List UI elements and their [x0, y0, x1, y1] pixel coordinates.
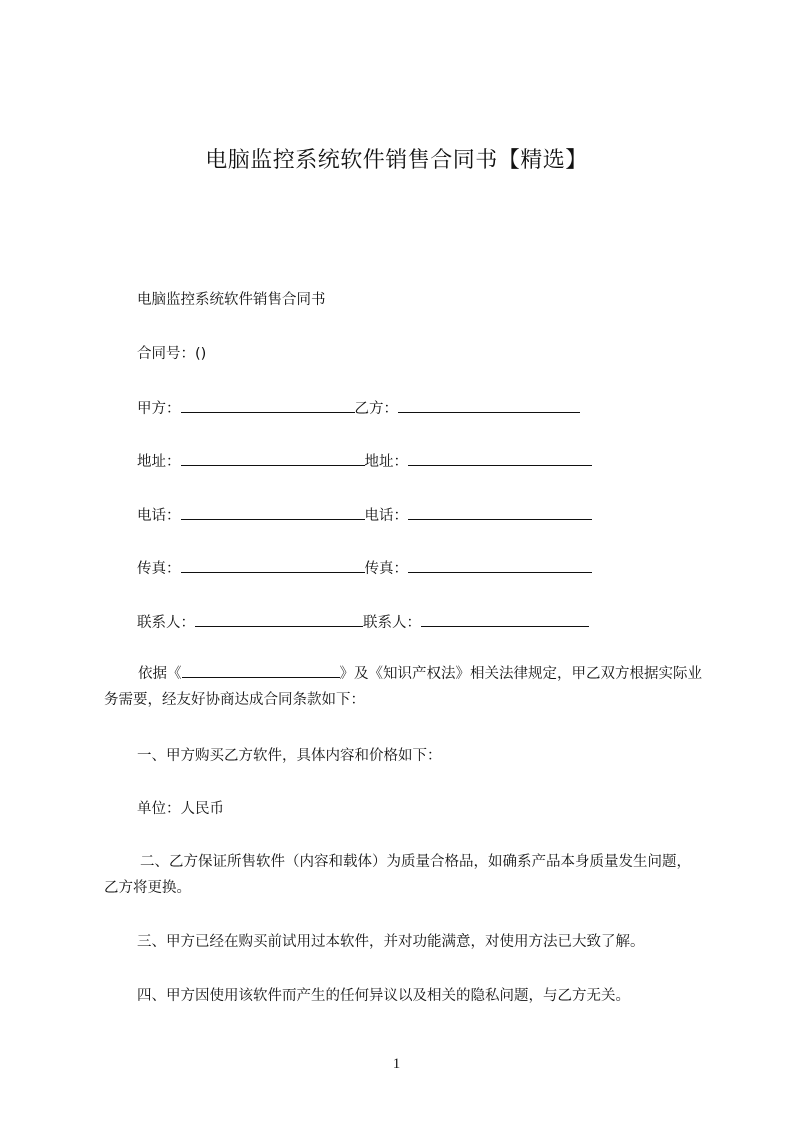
address-b-label: 地址：: [364, 454, 408, 470]
basis-suffix: 》及《知识产权法》相关法律规定，甲乙双方根据实际业务需要，经友好协商达成合同条款如下：: [104, 666, 702, 708]
phone-a-blank[interactable]: [181, 505, 365, 520]
contact-a-blank[interactable]: [195, 612, 363, 627]
clause-2: 二、乙方保证所售软件（内容和载体）为质量合格品，如确系产品本身质量发生问题，乙方将更换。: [104, 854, 691, 896]
party-row-fax: [137, 558, 592, 579]
address-a-blank[interactable]: [181, 451, 365, 466]
document-title: 电脑监控系统软件销售合同书【精选】: [205, 148, 588, 173]
page-number: 1: [392, 1056, 401, 1072]
fax-a-label: 传真：: [137, 561, 181, 577]
party-a-label: 甲方：: [137, 401, 181, 417]
fax-a-blank[interactable]: [181, 558, 365, 573]
contact-a-label: 联系人：: [137, 615, 195, 631]
address-b-blank[interactable]: [408, 451, 592, 466]
contact-b-label: 联系人：: [363, 615, 421, 631]
basis-prefix: 依据《: [138, 666, 182, 682]
contract-subtitle: 电脑监控系统软件销售合同书: [137, 292, 326, 308]
party-row-contact: [137, 612, 589, 633]
fax-b-blank[interactable]: [408, 558, 592, 573]
clause-1: 一、甲方购买乙方软件，具体内容和价格如下：: [137, 748, 442, 764]
party-b-blank[interactable]: [398, 398, 580, 413]
fax-b-label: 传真：: [364, 561, 408, 577]
basis-law-blank[interactable]: [182, 663, 340, 678]
currency-note: 单位：人民币: [137, 801, 224, 817]
phone-a-label: 电话：: [137, 508, 181, 524]
phone-b-label: 电话：: [364, 508, 408, 524]
basis-paragraph: [104, 661, 704, 713]
party-b-label: 乙方：: [354, 401, 398, 417]
address-a-label: 地址：: [137, 454, 181, 470]
party-row-address: [137, 451, 592, 472]
party-a-blank[interactable]: [181, 398, 355, 413]
contract-number: 合同号：(): [137, 346, 207, 362]
clause-4: 四、甲方因使用该软件而产生的任何异议以及相关的隐私问题，与乙方无关。: [137, 988, 630, 1004]
party-row-name: [137, 398, 580, 419]
contact-b-blank[interactable]: [421, 612, 589, 627]
party-row-phone: [137, 505, 592, 526]
phone-b-blank[interactable]: [408, 505, 592, 520]
clause-3: 三、甲方已经在购买前试用过本软件，并对功能满意，对使用方法已大致了解。: [137, 934, 645, 950]
